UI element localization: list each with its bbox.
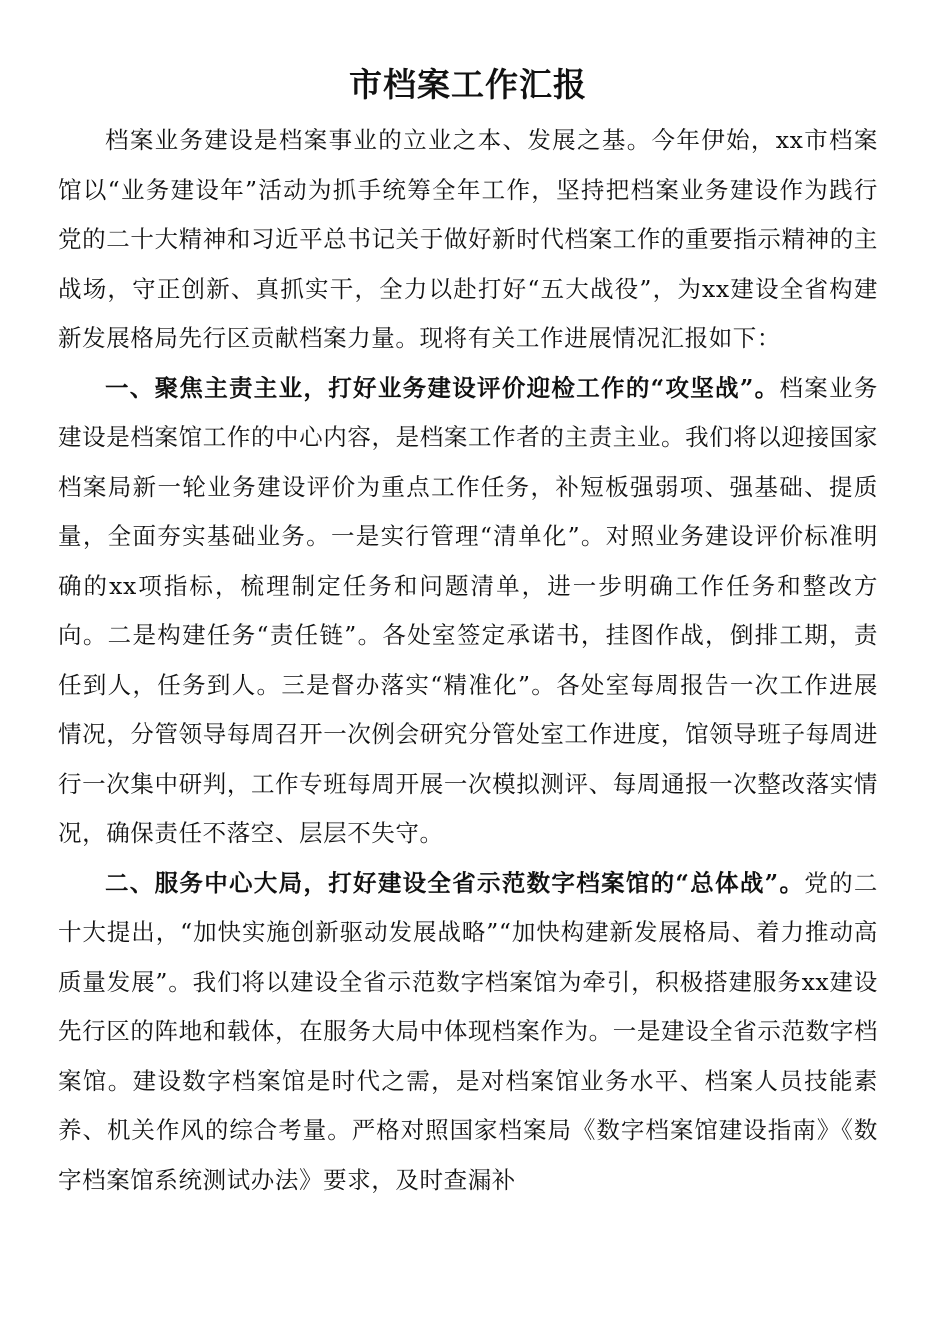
section-2-heading: 二、服务中心大局，打好建设全省示范数字档案馆的“总体战”。 <box>105 868 805 897</box>
document-title: 市档案工作汇报 <box>349 65 587 104</box>
intro-paragraph: 档案业务建设是档案事业的立业之本、发展之基。今年伊始，xx市档案馆以“业务建设年”活动为抓手统筹全年工作，坚持把档案业务建设作为践行党的二十大精神和习近平总书记关于做好新时代档案工作的重要指示精神的主战场，守正创新、真抓实干，全力以赴打好“五大战役”，为xx建设全省构建新发展格局先行区贡献档案力量。现将有关工作进展情况汇报如下： <box>58 126 878 352</box>
section-2-paragraph <box>58 859 878 1206</box>
section-1-body: 档案业务建设是档案馆工作的中心内容，是档案工作者的主责主业。我们将以迎接国家档案局新一轮业务建设评价为重点工作任务，补短板强弱项、强基础、提质量，全面夯实基础业务。一是实行管理“清单化”。对照业务建设评价标准明确的xx项指标，梳理制定任务和问题清单，进一步明确工作任务和整改方向。二是构建任务“责任链”。各处室签定承诺书，挂图作战，倒排工期，责任到人，任务到人。三是督办落实“精准化”。各处室每周报告一次工作进展情况，分管领导每周召开一次例会研究分管处室工作进度，馆领导班子每周进行一次集中研判，工作专班每周开展一次模拟测评、每周通报一次整改落实情况，确保责任不落空、层层不失守。 <box>58 373 878 847</box>
section-2-body: 党的二十大提出，“加快实施创新驱动发展战略”“加快构建新发展格局、着力推动高质量发展”。我们将以建设全省示范数字档案馆为牵引，积极搭建服务xx建设先行区的阵地和载体，在服务大局中体现档案作为。一是建设全省示范数字档案馆。建设数字档案馆是时代之需，是对档案馆业务水平、档案人员技能素养、机关作风的综合考量。严格对照国家档案局《数字档案馆建设指南》《数字档案馆系统测试办法》要求，及时查漏补 <box>58 868 878 1194</box>
document-page <box>58 62 878 1205</box>
section-1-heading: 一、聚焦主责主业，打好业务建设评价迎检工作的“攻坚战”。 <box>105 373 780 402</box>
section-1-paragraph <box>58 364 878 859</box>
